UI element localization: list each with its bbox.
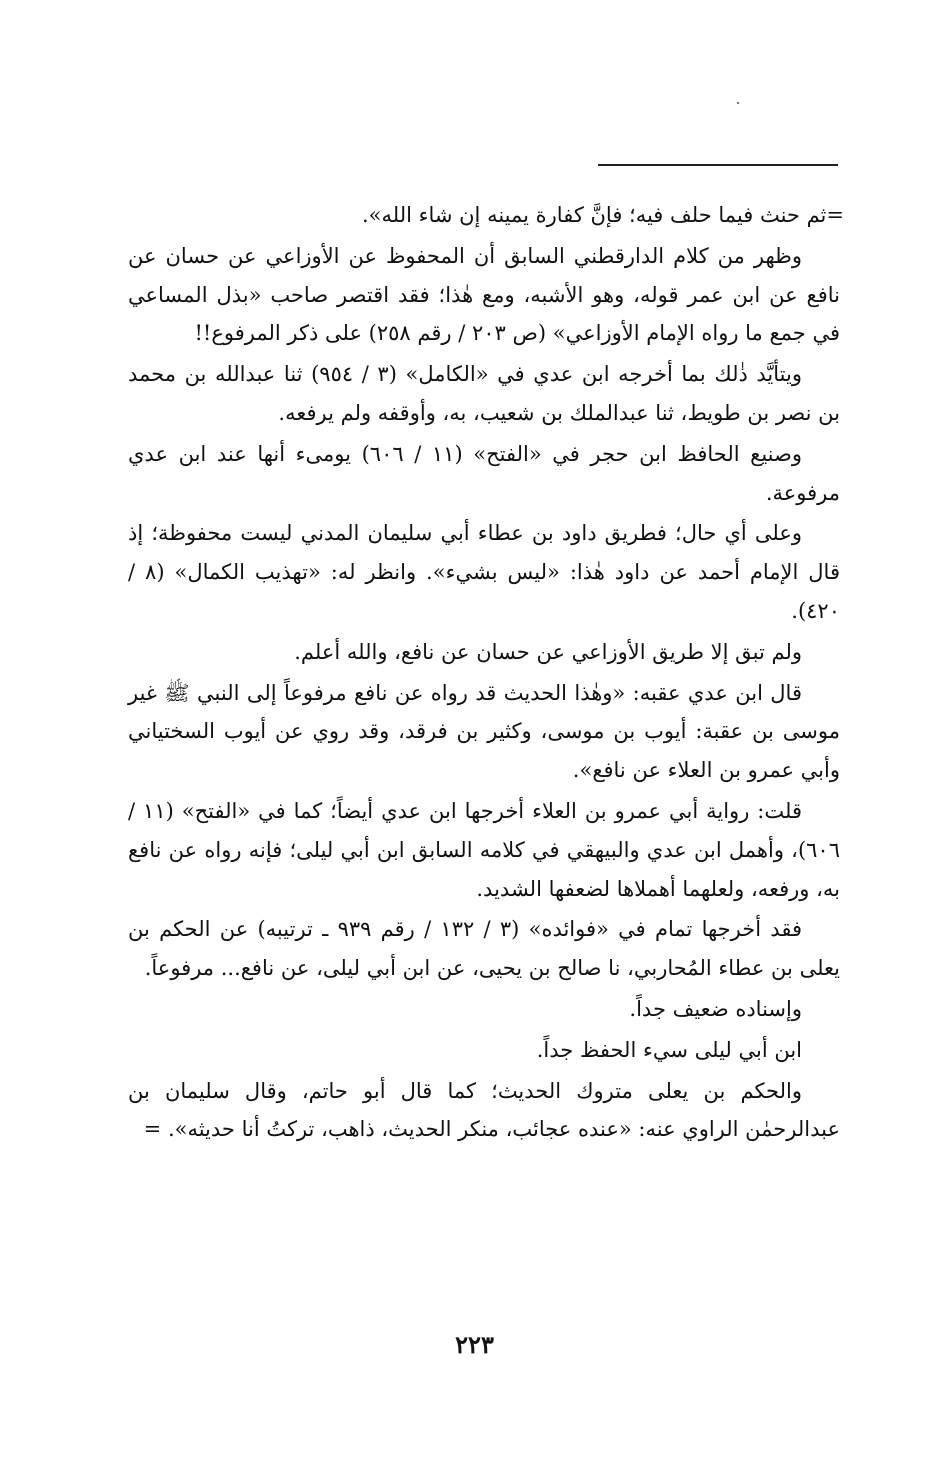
paragraph: وظهر من كلام الدارقطني السابق أن المحفوظ عن الأوزاعي عن حسان عن نافع عن ابن عمر قوله، وهو الأشبه، ومع هٰذا؛ فقد اقتصر صاحب «بذل المساعي في جمع ما رواه الإمام الأوزاعي» (ص ٢٠٣ / رقم ٢٥٨) على ذكر المرفوع!! [128, 243, 840, 346]
paragraph: وإسناده ضعيف جداً. [629, 996, 802, 1021]
paragraph: ابن أبي ليلى سيء الحفظ جداً. [536, 1037, 802, 1062]
paragraph: ولم تبق إلا طريق الأوزاعي عن حسان عن نافع، والله أعلم. [294, 639, 802, 664]
footnote-separator-rule [598, 164, 838, 166]
footnote-text-block [128, 196, 844, 1151]
paragraph: ويتأيَّد ذٰلك بما أخرجه ابن عدي في «الكامل» (٣ / ٩٥٤) ثنا عبدالله بن محمد بن نصر بن طويط، ثنا عبدالملك بن شعيب، به، وأوقفه ولم يرفعه. [128, 362, 840, 425]
page-number: ٢٢٣ [455, 1330, 494, 1359]
paragraph: قلت: رواية أبي عمرو بن العلاء أخرجها ابن عدي أيضاً؛ كما في «الفتح» (١١ / ٦٠٦)، وأهمل ابن عدي والبيهقي في كلامه السابق ابن أبي ليلى؛ فإنه رواه عن نافع به، ورفعه، ولعلهما أهملاها لضعفها الشديد. [128, 798, 840, 901]
paragraph: والحكم بن يعلى متروك الحديث؛ كما قال أبو حاتم، وقال سليمان بن عبدالرحمٰن الراوي عنه: «عنده عجائب، منكر الحديث، ذاهب، تركتُ أنا حديثه». = [128, 1078, 840, 1142]
continuation-line: =ثم حنث فيما حلف فيه؛ فإنَّ كفارة يمينه إن شاء الله». [361, 203, 844, 227]
paragraph: وعلى أي حال؛ فطريق داود بن عطاء أبي سليمان المدني ليست محفوظة؛ إذ قال الإمام أحمد عن داود هٰذا: «ليس بشيء». وانظر له: «تهذيب الكمال» (٨ / ٤٢٠). [128, 521, 840, 623]
paragraph: فقد أخرجها تمام في «فوائده» (٣ / ١٣٢ / رقم ٩٣٩ ـ ترتيبه) عن الحكم بن يعلى بن عطاء المُحاربي، نا صالح بن يحيى، عن ابن أبي ليلى، عن نافع... مرفوعاً. [128, 917, 840, 981]
scan-speck [737, 102, 739, 104]
paragraph: قال ابن عدي عقبه: «وهٰذا الحديث قد رواه عن نافع مرفوعاً إلى النبي ﷺ غير موسى بن عقبة: أيوب بن موسى، وكثير بن فرقد، وقد روي عن أيوب السختياني وأبي عمرو بن العلاء عن نافع». [128, 680, 840, 783]
paragraph: وصنيع الحافظ ابن حجر في «الفتح» (١١ / ٦٠٦) يومىء أنها عند ابن عدي مرفوعة. [128, 441, 840, 505]
